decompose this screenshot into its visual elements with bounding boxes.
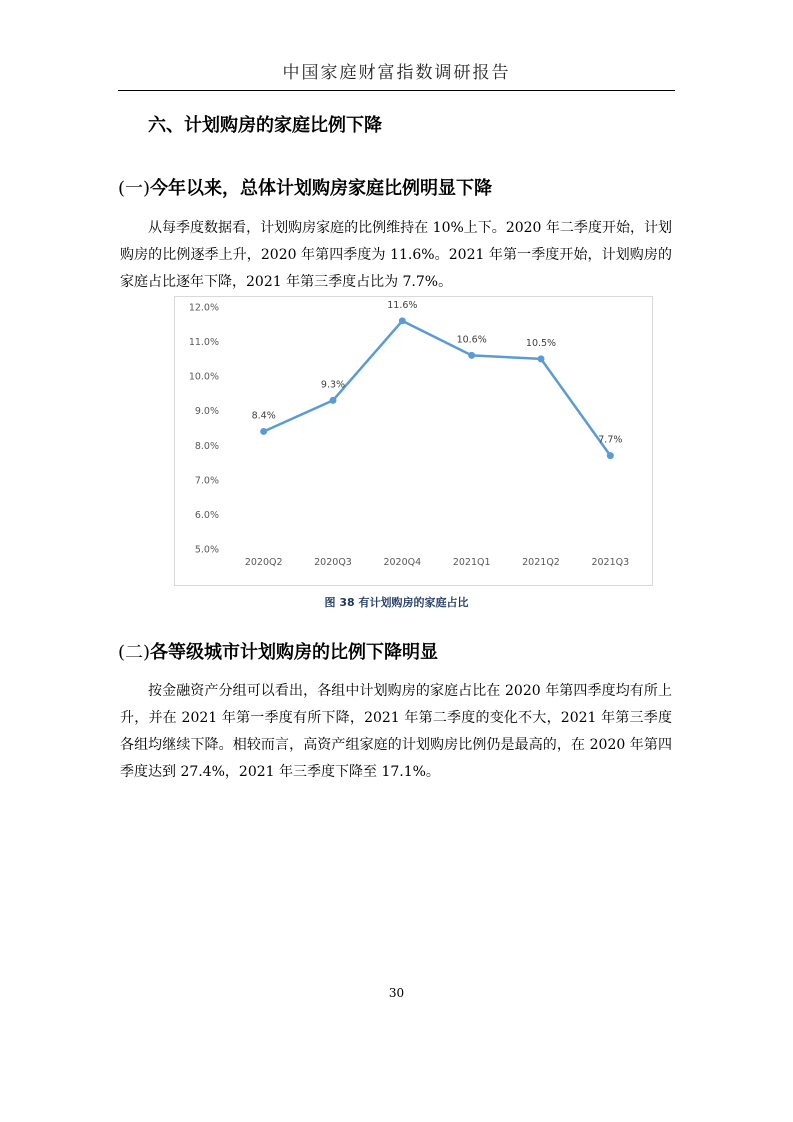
data-label: 10.6% <box>456 334 487 346</box>
subsection-1-number: (一) <box>118 178 151 199</box>
subsection-2-paragraph: 按金融资产分组可以看出，各组中计划购房的家庭占比在 2020 年第四季度均有所上升，并在 2021 年第一季度有所下降，2021 年第二季度的变化不大，2021 年第三季度各组均继续下降。相较而言，高资产组家庭的计划购房比例仍是最高的，在 2020 年第四季度达到 27.4%，2021 年三季度下降至 17.1%。 <box>120 683 672 780</box>
subsection-2-number: (二) <box>118 642 151 663</box>
y-tick-label: 5.0% <box>194 544 219 556</box>
data-label: 11.6% <box>387 299 418 311</box>
x-tick-label: 2021Q2 <box>522 557 560 568</box>
data-point <box>468 352 475 359</box>
x-tick-label: 2021Q1 <box>452 557 491 568</box>
subsection-2-heading <box>118 638 438 664</box>
data-point <box>607 452 614 459</box>
line-chart-container <box>174 296 653 586</box>
subsection-1-title: 今年以来，总体计划购房家庭比例明显下降 <box>150 178 493 199</box>
x-tick-label: 2020Q2 <box>244 557 283 568</box>
subsection-1-heading <box>118 174 492 200</box>
subsection-2-body <box>120 678 672 786</box>
y-tick-label: 9.0% <box>194 406 219 418</box>
header-divider <box>118 90 675 91</box>
x-tick-label: 2020Q3 <box>314 557 352 568</box>
page-header-title: 中国家庭财富指数调研报告 <box>282 63 511 83</box>
data-label: 10.5% <box>525 337 557 349</box>
data-label: 8.4% <box>251 410 276 422</box>
data-label: 7.7% <box>598 434 623 446</box>
subsection-1-paragraph: 从每季度数据看，计划购房家庭的比例维持在 10%上下。2020 年二季度开始，计划购房的比例逐季上升，2020 年第四季度为 11.6%。2021 年第一季度开始，计划购房的家庭占比逐年下降，2021 年第三季度占比为 7.7%。 <box>120 220 672 290</box>
subsection-1-body <box>120 215 672 296</box>
data-point <box>260 428 267 435</box>
data-point <box>330 397 337 404</box>
page-number: 30 <box>388 986 405 1000</box>
figure-caption: 图 38 有计划购房的家庭占比 <box>324 596 469 609</box>
y-tick-label: 7.0% <box>194 475 219 487</box>
y-tick-label: 11.0% <box>188 337 219 349</box>
data-point <box>399 317 406 324</box>
subsection-2-title: 各等级城市计划购房的比例下降明显 <box>150 642 439 663</box>
x-tick-label: 2021Q3 <box>591 557 630 568</box>
data-point <box>538 355 545 362</box>
line-chart <box>175 297 652 585</box>
x-tick-label: 2020Q4 <box>383 557 422 568</box>
y-tick-label: 8.0% <box>194 440 219 452</box>
y-tick-label: 6.0% <box>194 509 219 521</box>
data-label: 9.3% <box>320 379 346 391</box>
section-heading: 六、计划购房的家庭比例下降 <box>148 115 382 136</box>
series-line <box>264 321 611 456</box>
y-tick-label: 12.0% <box>188 302 219 314</box>
y-tick-label: 10.0% <box>188 371 219 383</box>
